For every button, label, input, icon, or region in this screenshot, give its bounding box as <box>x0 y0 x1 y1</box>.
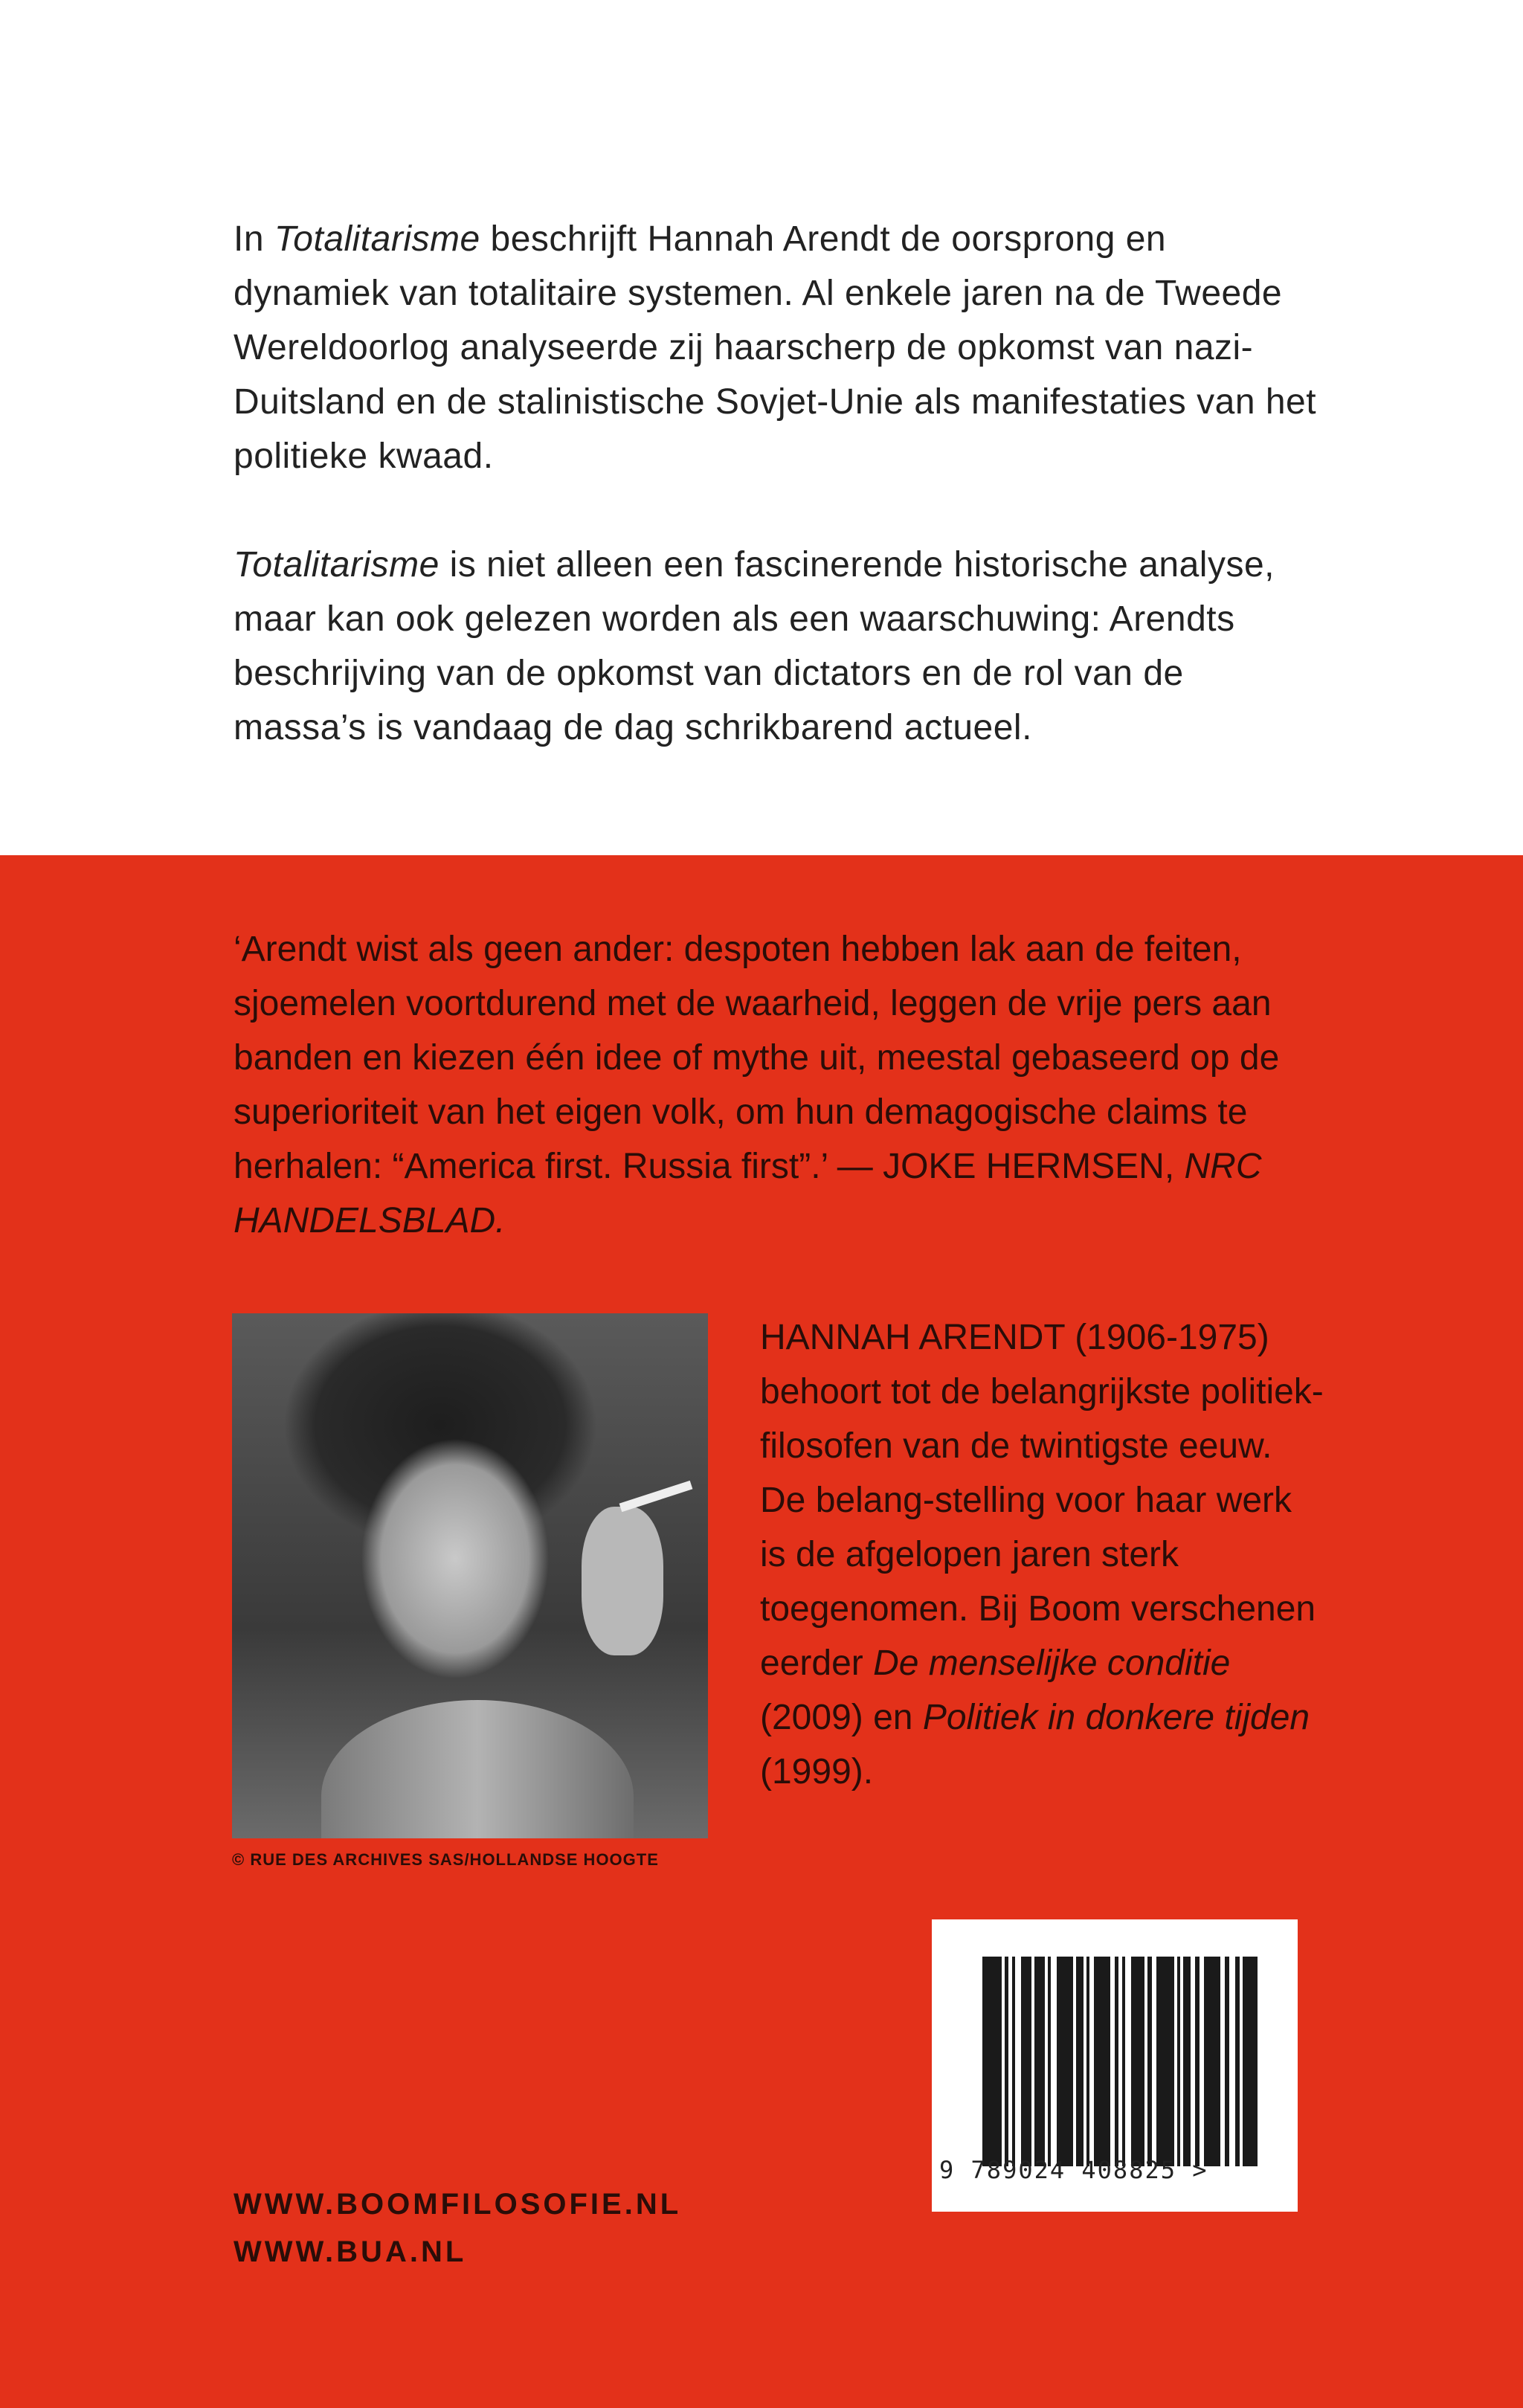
photo-shirt <box>321 1700 634 1838</box>
barcode-bar <box>1147 1957 1152 2166</box>
text: In <box>234 219 274 259</box>
barcode-bar <box>1094 1957 1110 2166</box>
barcode-bar <box>1021 1957 1031 2166</box>
website-link[interactable]: WWW.BUA.NL <box>234 2235 467 2268</box>
barcode-bar <box>1086 1957 1089 2166</box>
barcode-bar <box>1195 1957 1200 2166</box>
book-title: De menselijke conditie <box>873 1644 1231 1683</box>
photo-credit: © RUE DES ARCHIVES SAS/HOLLANDSE HOOGTE <box>232 1850 659 1869</box>
barcode-bar <box>1057 1957 1073 2166</box>
barcode-bar <box>1243 1957 1258 2166</box>
barcode-bar <box>1012 1957 1015 2166</box>
barcode-bar <box>1131 1957 1144 2166</box>
blurb-paragraph-2 <box>234 538 1319 755</box>
barcode-bar <box>1183 1957 1191 2166</box>
photo-hand <box>582 1507 663 1655</box>
author-bio <box>760 1310 1325 1799</box>
quote-text: ‘Arendt wist als geen ander: despoten hebben lak aan de feiten, sjoemelen voortdurend met de waarheid, leggen de vrije pers aan banden en kiezen één idee of mythe uit, meestal gebaseerd op de superioriteit van het eigen volk, om hun demagogische claims te herhalen: “America first. Russia first”.’ — JOKE HERMSEN, <box>234 930 1280 1186</box>
website-link[interactable]: WWW.BOOMFILOSOFIE.NL <box>234 2188 682 2221</box>
barcode-bar <box>1034 1957 1045 2166</box>
text: (2009) en <box>760 1698 923 1737</box>
barcode-bar <box>982 1957 1002 2166</box>
book-title: Totalitarisme <box>234 545 439 585</box>
book-title: Politiek in donkere tijden <box>922 1698 1310 1737</box>
text: (1999). <box>760 1752 874 1791</box>
barcode-bar <box>1235 1957 1240 2166</box>
barcode-bar <box>1005 1957 1008 2166</box>
isbn-barcode <box>932 1919 1298 2212</box>
quote-source: NRC HANDELSBLAD. <box>234 1147 1262 1240</box>
barcode-bar <box>1115 1957 1118 2166</box>
isbn-digits: 9 789024 408825 > <box>939 2156 1208 2184</box>
text: behoort tot de belangrijkste politiek-filosofen van de twintigste eeuw. De belang-stelling voor haar werk is de afgelopen jaren sterk toegenomen. Bij Boom verschenen eerder <box>760 1372 1324 1683</box>
photo-cigarette <box>619 1481 693 1512</box>
barcode-bar <box>1076 1957 1084 2166</box>
barcode-bar <box>1048 1957 1051 2166</box>
blurb-paragraph-1 <box>234 212 1319 483</box>
barcode-bar <box>1204 1957 1220 2166</box>
barcode-bar <box>1177 1957 1180 2166</box>
text: is niet alleen een fascinerende historische analyse, maar kan ook gelezen worden als een waarschuwing: Arendts beschrijving van de opkomst van dictators en de rol van de massa’s is vandaag de dag schrikbarend actueel. <box>234 545 1275 747</box>
text: beschrijft Hannah Arendt de oorsprong en dynamiek van totalitaire systemen. Al enkele jaren na de Tweede Wereldoorlog analyseerde zij haarscherp de opkomst van nazi-Duitsland en de stalinistische Sovjet-Unie als manifestaties van het politieke kwaad. <box>234 219 1317 476</box>
author-name: HANNAH ARENDT (1906-1975) <box>760 1318 1269 1357</box>
barcode-bar <box>1156 1957 1174 2166</box>
author-photo <box>232 1313 708 1838</box>
barcode-bar <box>1122 1957 1125 2166</box>
barcode-bar <box>1225 1957 1229 2166</box>
book-title: Totalitarisme <box>274 219 480 259</box>
barcode-bars <box>982 1957 1258 2166</box>
review-quote <box>234 922 1334 1248</box>
